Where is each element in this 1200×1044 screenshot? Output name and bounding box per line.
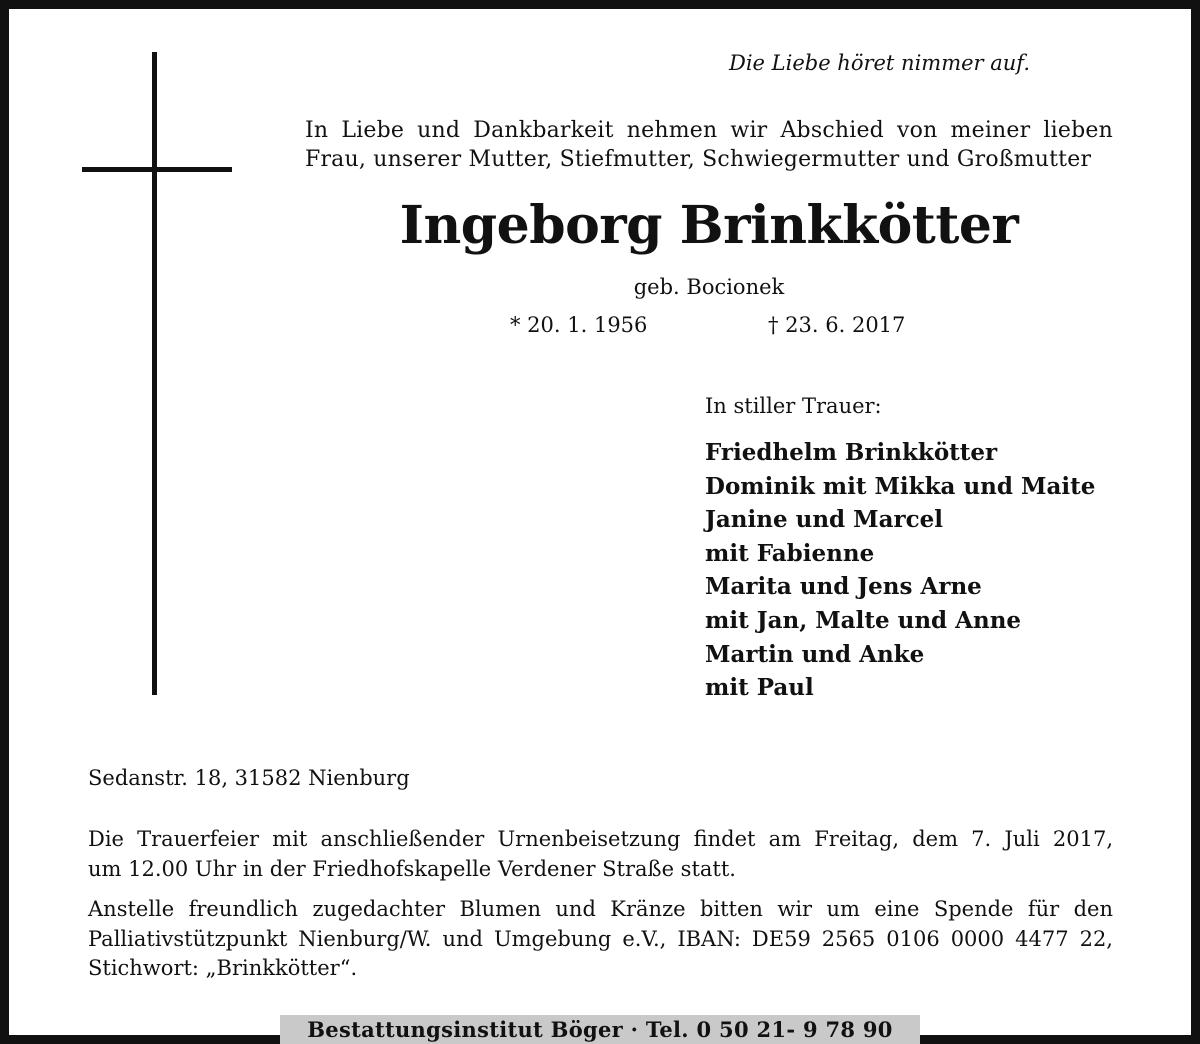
deceased-name: Ingeborg Brinkkötter	[399, 195, 1019, 256]
cross-icon-horizontal	[82, 167, 232, 172]
intro-line-2: Frau, unserer Mutter, Stiefmutter, Schwiegermutter und Großmutter	[305, 147, 1092, 172]
donation-paragraph	[88, 895, 1113, 984]
service-line-1: Die Trauerfeier mit anschließender Urnenbeisetzung findet am Freitag, dem 7. Juli 2017,	[88, 827, 1113, 851]
address: Sedanstr. 18, 31582 Nienburg	[88, 766, 410, 790]
motto: Die Liebe höret nimmer auf.	[729, 51, 1030, 75]
service-line-2: um 12.00 Uhr in der Friedhofskapelle Verdener Straße statt.	[88, 856, 736, 881]
mourner-item: Martin und Anke	[705, 640, 925, 668]
mourner-item: Dominik mit Mikka und Maite	[705, 472, 1096, 500]
mourner-item: mit Fabienne	[705, 539, 875, 567]
death-date: † 23. 6. 2017	[768, 313, 906, 337]
birth-date: * 20. 1. 1956	[510, 313, 648, 337]
mourners-list	[705, 436, 1095, 705]
mourner-item: mit Jan, Malte und Anne	[705, 606, 1022, 634]
donation-line-3: Stichwort: „Brinkkötter“.	[88, 956, 358, 980]
service-paragraph	[88, 825, 1113, 884]
cross-icon-vertical	[152, 52, 157, 695]
intro-text	[305, 116, 1113, 174]
mourner-item: Marita und Jens Arne	[705, 573, 982, 601]
mourner-item: Friedhelm Brinkkötter	[705, 439, 998, 466]
intro-line-1: In Liebe und Dankbarkeit nehmen wir Abschied von meiner lieben	[305, 118, 1113, 143]
mourning-label: In stiller Trauer:	[705, 394, 882, 418]
maiden-name: geb. Bocionek	[633, 275, 785, 299]
mourner-item: Janine und Marcel	[705, 506, 943, 534]
funeral-home-footer: Bestattungsinstitut Böger · Tel. 0 50 21- 9 78 90	[307, 1017, 893, 1042]
mourner-item: mit Paul	[705, 674, 814, 702]
donation-line-2: Palliativstützpunkt Nienburg/W. und Umgebung e.V., IBAN: DE59 2565 0106 0000 4477 22,	[88, 926, 1113, 951]
donation-line-1: Anstelle freundlich zugedachter Blumen und Kränze bitten wir um eine Spende für den	[88, 897, 1113, 921]
